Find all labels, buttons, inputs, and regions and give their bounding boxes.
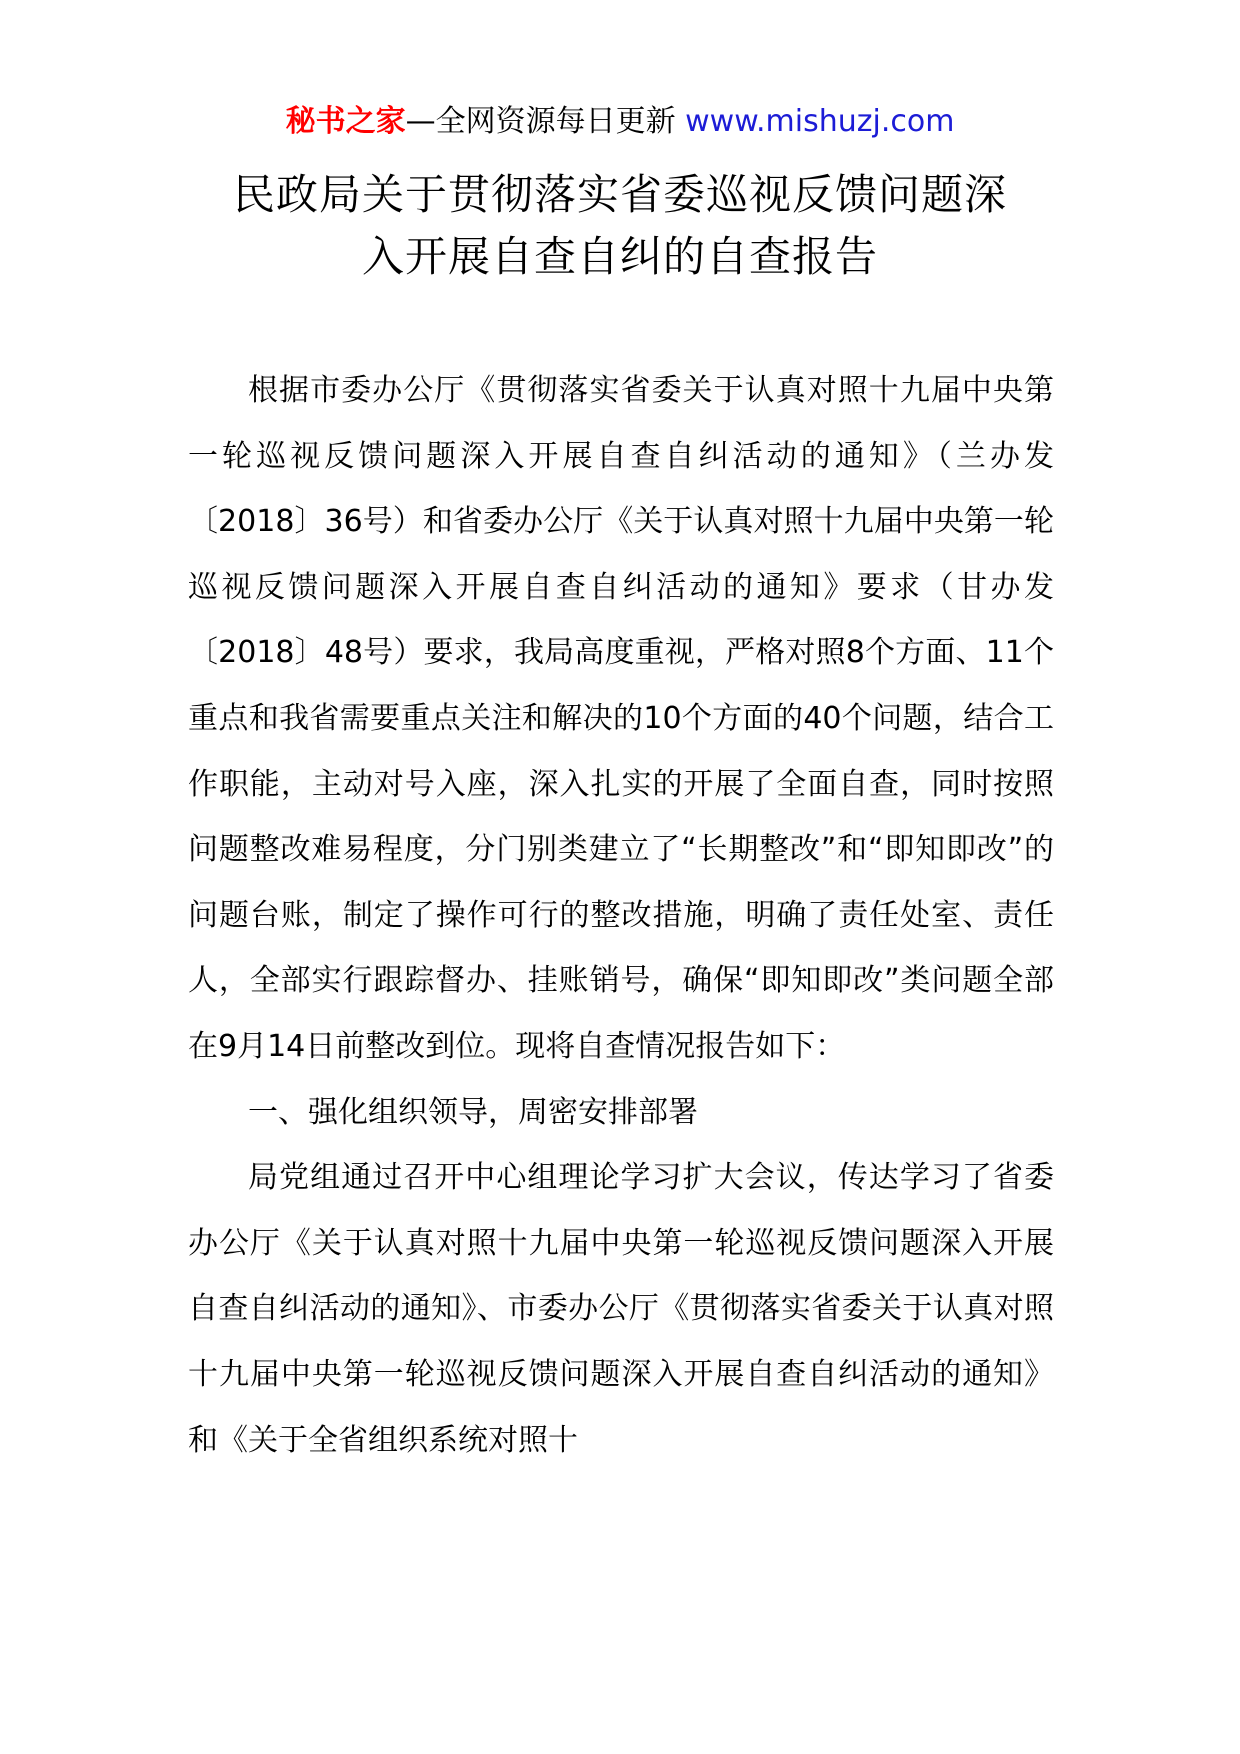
brand-name: 秘书之家: [285, 104, 406, 139]
paragraph-intro: 根据市委办公厅《贯彻落实省委关于认真对照十九届中央第一轮巡视反馈问题深入开展自查自纠活动的通知》（兰办发〔2018〕36号）和省委办公厅《关于认真对照十九届中央第一轮巡视反馈问题深入开展自查自纠活动的通知》要求（甘办发〔2018〕48号）要求，我局高度重视，严格对照8个方面、11个重点和我省需要重点关注和解决的10个方面的40个问题，结合工作职能，主动对号入座，深入扎实的开展了全面自查，同时按照问题整改难易程度，分门别类建立了“长期整改”和“即知即改”的问题台账，制定了操作可行的整改措施，明确了责任处室、责任人，全部实行跟踪督办、挂账销号，确保“即知即改”类问题全部在9月14日前整改到位。现将自查情况报告如下：: [188, 373, 1054, 1064]
header-slogan: —全网资源每日更新: [405, 104, 676, 139]
site-header: [0, 100, 1240, 144]
paragraph-section-1: 局党组通过召开中心组理论学习扩大会议，传达学习了省委办公厅《关于认真对照十九届中央第一轮巡视反馈问题深入开展自查自纠活动的通知》、市委办公厅《贯彻落实省委关于认真对照十九届中央第一轮巡视反馈问题深入开展自查自纠活动的通知》和《关于全省组织系统对照十: [188, 1160, 1054, 1458]
document-body: [188, 358, 1054, 1473]
header-url-link[interactable]: www.mishuzj.com: [685, 104, 955, 139]
title-line-1: 民政局关于贯彻落实省委巡视反馈问题深: [232, 170, 1007, 219]
section-heading-1: 一、强化组织领导，周密安排部署: [248, 1094, 698, 1130]
title-line-2: 入开展自查自纠的自查报告: [361, 232, 878, 281]
document-title: [0, 164, 1240, 288]
